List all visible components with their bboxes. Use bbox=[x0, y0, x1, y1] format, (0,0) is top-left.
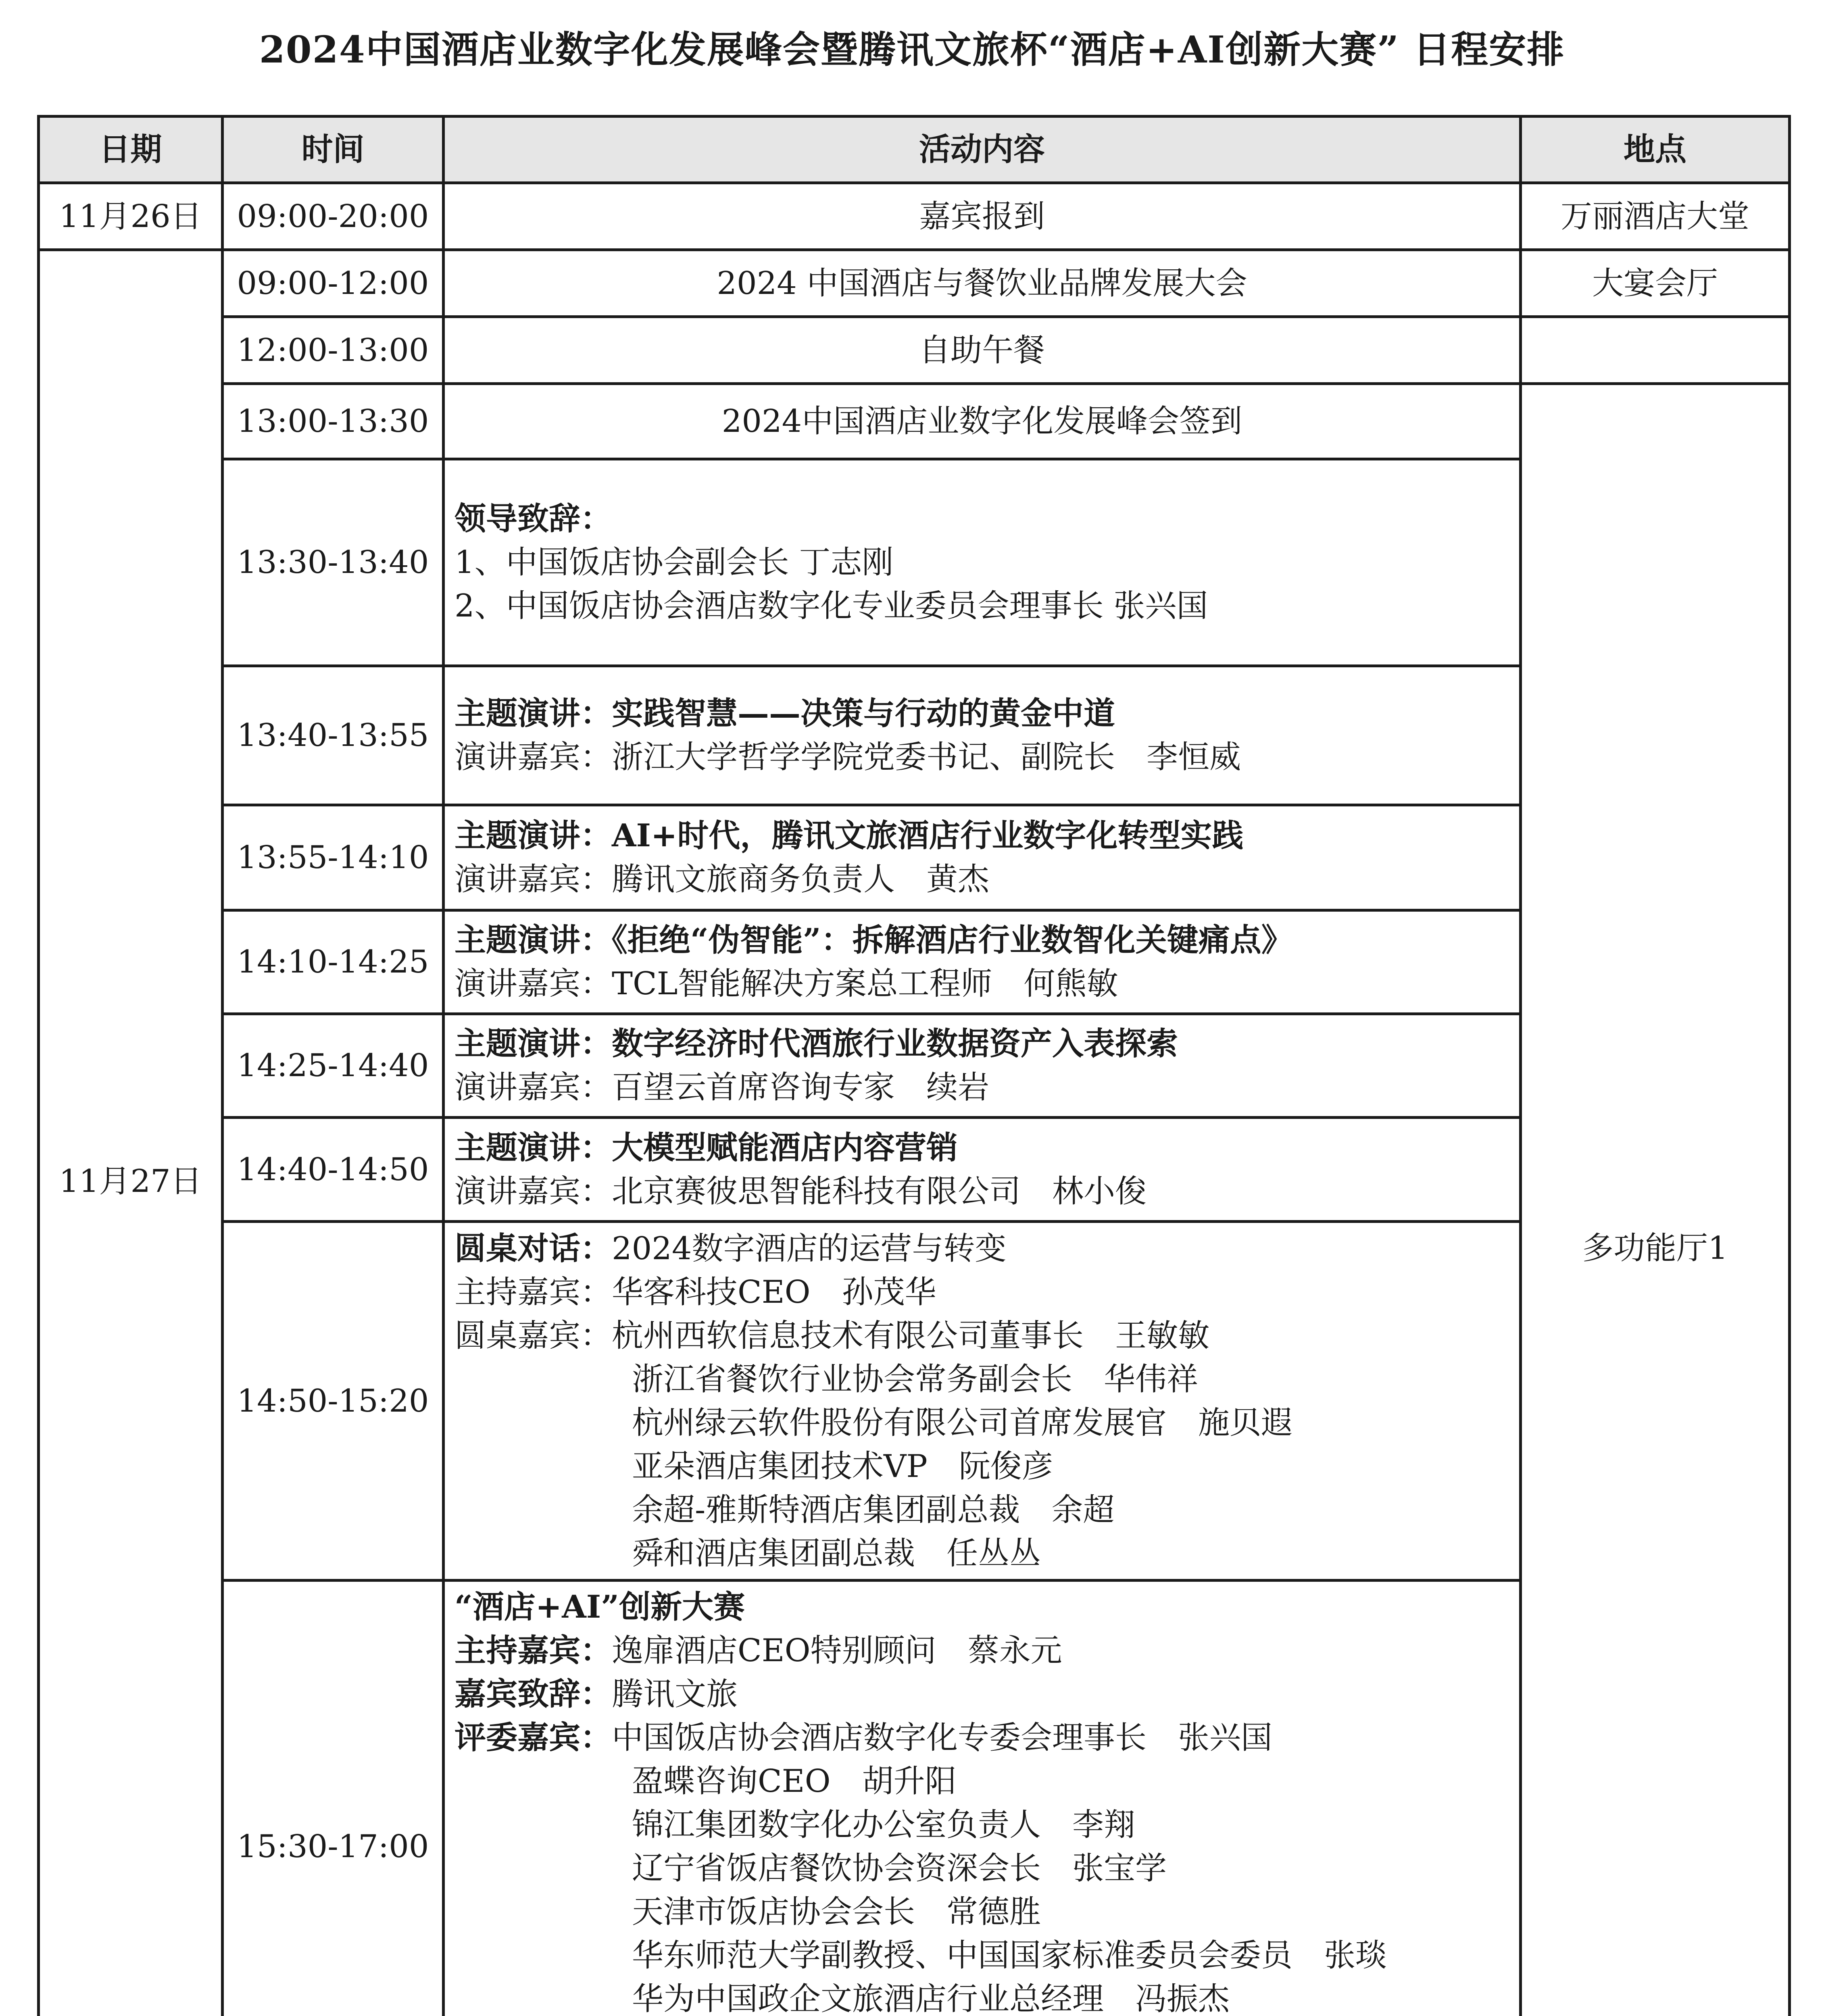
activity-text: 浙江省餐饮行业协会常务副会长 华伟祥 bbox=[632, 1361, 1199, 1397]
activity-line bbox=[454, 1760, 1515, 1803]
date-cell: 11月26日 bbox=[39, 183, 223, 250]
activity-cell bbox=[444, 1118, 1521, 1222]
activity-label: 领导致辞： bbox=[454, 500, 612, 537]
activity-line bbox=[454, 1170, 1515, 1213]
schedule-table bbox=[37, 115, 1791, 2016]
activity-cell bbox=[444, 1581, 1521, 2016]
time-cell: 15:30-17:00 bbox=[223, 1581, 444, 2016]
activity-text: AI+时代，腾讯文旅酒店行业数字化转型实践 bbox=[612, 817, 1244, 854]
activity-line bbox=[454, 735, 1515, 779]
activity-text: 亚朵酒店集团技术VP 阮俊彦 bbox=[632, 1448, 1053, 1485]
activity-line bbox=[454, 1126, 1515, 1170]
activity-line bbox=[454, 858, 1515, 901]
venue-cell: 万丽酒店大堂 bbox=[1521, 183, 1790, 250]
time-cell: 14:50-15:20 bbox=[223, 1222, 444, 1581]
activity-cell bbox=[444, 910, 1521, 1014]
activity-line bbox=[454, 1314, 1515, 1358]
activity-text: 舜和酒店集团副总裁 任丛丛 bbox=[632, 1535, 1041, 1572]
header-time: 时间 bbox=[223, 117, 444, 183]
activity-line bbox=[454, 692, 1515, 735]
activity-label: “酒店+AI”创新大赛 bbox=[454, 1588, 745, 1625]
activity-cell bbox=[444, 1222, 1521, 1581]
activity-line bbox=[454, 1022, 1515, 1066]
activity-text: TCL智能解决方案总工程师 何熊敏 bbox=[612, 966, 1118, 1002]
activity-text: 浙江大学哲学学院党委书记、副院长 李恒威 bbox=[612, 739, 1241, 775]
activity-label: 主题演讲： bbox=[454, 1129, 612, 1166]
date-cell: 11月27日 bbox=[39, 250, 223, 2016]
venue-cell: 多功能厅1 bbox=[1521, 384, 1790, 2016]
activity-line bbox=[454, 584, 1515, 628]
activity-cell: 2024中国酒店业数字化发展峰会签到 bbox=[444, 384, 1521, 459]
activity-label: 主题演讲： bbox=[454, 922, 612, 958]
activity-label: 演讲嘉宾： bbox=[454, 1069, 612, 1106]
activity-text: 余超-雅斯特酒店集团副总裁 余超 bbox=[632, 1491, 1115, 1528]
activity-line bbox=[454, 918, 1515, 962]
activity-text: 腾讯文旅 bbox=[612, 1676, 738, 1712]
time-cell: 14:25-14:40 bbox=[223, 1014, 444, 1118]
activity-line bbox=[454, 1066, 1515, 1109]
time-cell: 09:00-20:00 bbox=[223, 183, 444, 250]
table-row bbox=[39, 250, 1790, 317]
activity-label: 主题演讲： bbox=[454, 817, 612, 854]
activity-text: 杭州绿云软件股份有限公司首席发展官 施贝遐 bbox=[632, 1404, 1293, 1441]
activity-line bbox=[454, 1977, 1515, 2016]
activity-text: 华东师范大学副教授、中国国家标准委员会委员 张琰 bbox=[632, 1937, 1387, 1974]
activity-text: 华为中国政企文旅酒店行业总经理 冯振杰 bbox=[632, 1981, 1230, 2016]
page-title: 2024中国酒店业数字化发展峰会暨腾讯文旅杯“酒店+AI创新大赛” 日程安排 bbox=[259, 28, 1565, 71]
activity-text: 数字经济时代酒旅行业数据资产入表探索 bbox=[612, 1025, 1178, 1062]
activity-text: 2024数字酒店的运营与转变 bbox=[612, 1230, 1007, 1267]
activity-text: 杭州西软信息技术有限公司董事长 王敏敏 bbox=[612, 1317, 1210, 1354]
activity-line bbox=[454, 1401, 1515, 1445]
activity-text: 华客科技CEO 孙茂华 bbox=[612, 1274, 936, 1310]
activity-line bbox=[454, 1847, 1515, 1890]
header-venue: 地点 bbox=[1521, 117, 1790, 183]
activity-line bbox=[454, 1629, 1515, 1672]
activity-label: 评委嘉宾： bbox=[454, 1719, 612, 1756]
activity-line bbox=[454, 1803, 1515, 1847]
activity-line bbox=[454, 962, 1515, 1006]
activity-label: 圆桌嘉宾： bbox=[454, 1317, 612, 1354]
activity-cell bbox=[444, 666, 1521, 805]
activity-label: 演讲嘉宾： bbox=[454, 861, 612, 898]
activity-line bbox=[454, 1890, 1515, 1934]
time-cell: 13:30-13:40 bbox=[223, 459, 444, 666]
time-cell: 13:40-13:55 bbox=[223, 666, 444, 805]
activity-line bbox=[454, 1532, 1515, 1575]
activity-cell bbox=[444, 805, 1521, 910]
activity-line bbox=[454, 1445, 1515, 1488]
activity-line bbox=[454, 497, 1515, 541]
header-row bbox=[39, 117, 1790, 183]
activity-label: 演讲嘉宾： bbox=[454, 966, 612, 1002]
activity-line bbox=[454, 1227, 1515, 1270]
activity-label: 演讲嘉宾： bbox=[454, 1173, 612, 1210]
activity-text: 北京赛彼思智能科技有限公司 林小俊 bbox=[612, 1173, 1147, 1210]
activity-label: 圆桌对话： bbox=[454, 1230, 612, 1267]
activity-line bbox=[454, 1585, 1515, 1629]
activity-label: 主题演讲： bbox=[454, 1025, 612, 1062]
activity-cell bbox=[444, 1014, 1521, 1118]
time-cell: 12:00-13:00 bbox=[223, 317, 444, 384]
venue-cell bbox=[1521, 317, 1790, 384]
time-cell: 13:00-13:30 bbox=[223, 384, 444, 459]
time-cell: 14:10-14:25 bbox=[223, 910, 444, 1014]
activity-text: 中国饭店协会酒店数字化专委会理事长 张兴国 bbox=[612, 1719, 1273, 1756]
activity-line bbox=[454, 1672, 1515, 1716]
activity-text: 《拒绝“伪智能”：拆解酒店行业数智化关键痛点》 bbox=[612, 922, 1293, 958]
activity-text: 腾讯文旅商务负责人 黄杰 bbox=[612, 861, 990, 898]
activity-cell: 嘉宾报到 bbox=[444, 183, 1521, 250]
time-cell: 14:40-14:50 bbox=[223, 1118, 444, 1222]
activity-line bbox=[454, 1358, 1515, 1401]
activity-text: 天津市饭店协会会长 常德胜 bbox=[632, 1893, 1041, 1930]
activity-text: 辽宁省饭店餐饮协会资深会长 张宝学 bbox=[632, 1850, 1167, 1887]
activity-text: 锦江集团数字化办公室负责人 李翔 bbox=[632, 1806, 1136, 1843]
activity-text: 2、中国饭店协会酒店数字化专业委员会理事长 张兴国 bbox=[454, 588, 1208, 624]
activity-text: 实践智慧——决策与行动的黄金中道 bbox=[612, 695, 1115, 732]
activity-text: 1、中国饭店协会副会长 丁志刚 bbox=[454, 544, 894, 581]
activity-line bbox=[454, 814, 1515, 858]
activity-cell: 自助午餐 bbox=[444, 317, 1521, 384]
activity-line bbox=[454, 1270, 1515, 1314]
activity-line bbox=[454, 1488, 1515, 1532]
table-row bbox=[39, 384, 1790, 459]
time-cell: 09:00-12:00 bbox=[223, 250, 444, 317]
time-cell: 13:55-14:10 bbox=[223, 805, 444, 910]
activity-label: 主持嘉宾： bbox=[454, 1274, 612, 1310]
activity-cell bbox=[444, 459, 1521, 666]
activity-line bbox=[454, 1934, 1515, 1977]
activity-text: 逸扉酒店CEO特别顾问 蔡永元 bbox=[612, 1632, 1062, 1669]
activity-label: 主题演讲： bbox=[454, 695, 612, 732]
header-date: 日期 bbox=[39, 117, 223, 183]
activity-text: 百望云首席咨询专家 续岩 bbox=[612, 1069, 990, 1106]
activity-label: 主持嘉宾： bbox=[454, 1632, 612, 1669]
activity-text: 盈蝶咨询CEO 胡升阳 bbox=[632, 1763, 957, 1799]
header-activity: 活动内容 bbox=[444, 117, 1521, 183]
activity-text: 大模型赋能酒店内容营销 bbox=[612, 1129, 958, 1166]
activity-label: 演讲嘉宾： bbox=[454, 739, 612, 775]
activity-line bbox=[454, 1716, 1515, 1760]
activity-line bbox=[454, 541, 1515, 584]
activity-cell: 2024 中国酒店与餐饮业品牌发展大会 bbox=[444, 250, 1521, 317]
venue-cell: 大宴会厅 bbox=[1521, 250, 1790, 317]
table-row bbox=[39, 183, 1790, 250]
table-row bbox=[39, 317, 1790, 384]
activity-label: 嘉宾致辞： bbox=[454, 1675, 612, 1712]
